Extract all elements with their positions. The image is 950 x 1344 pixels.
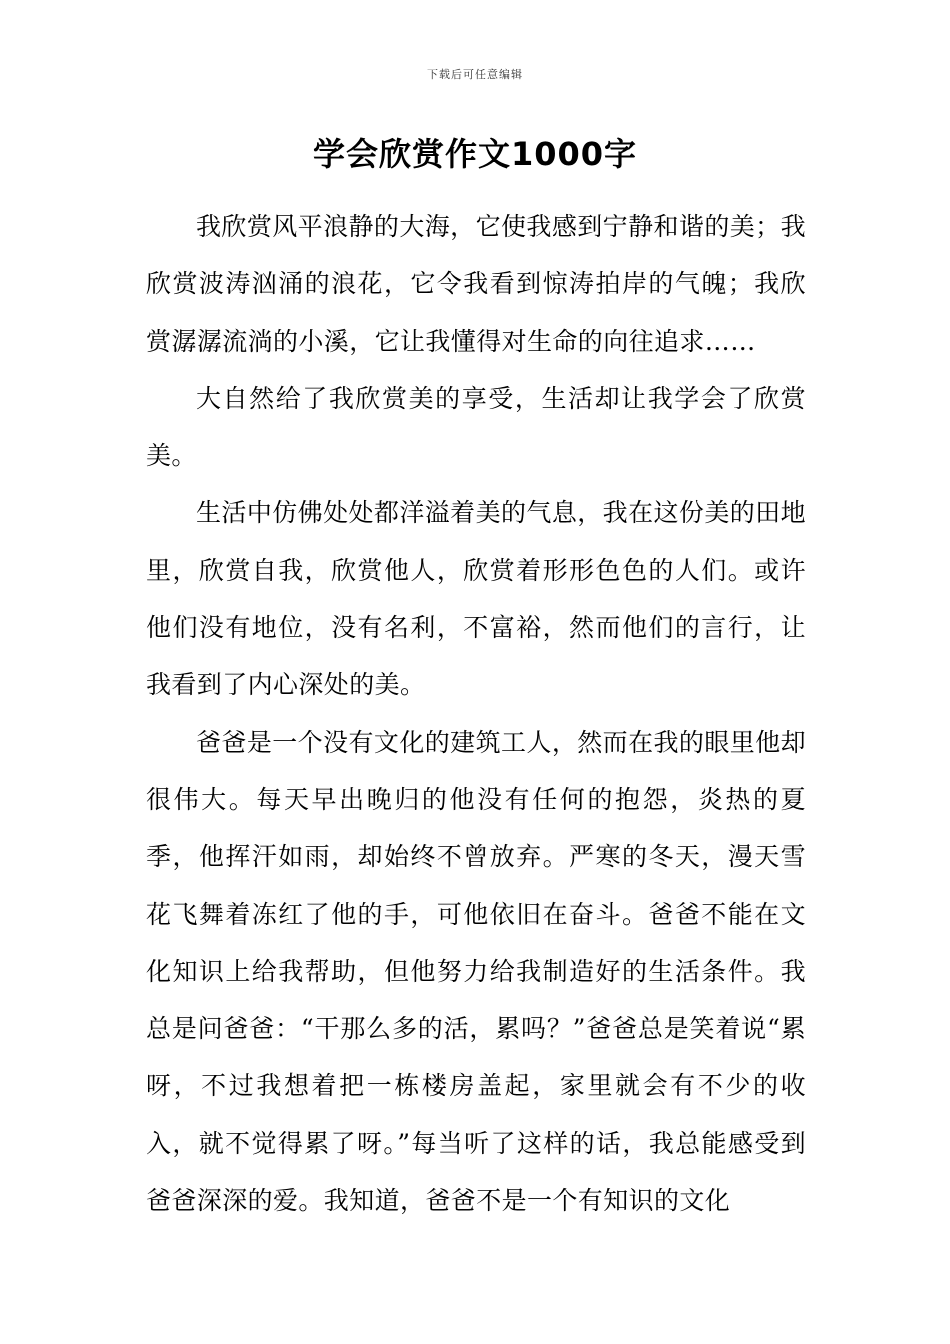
paragraph-4: 爸爸是一个没有文化的建筑工人，然而在我的眼里他却很伟大。每天早出晚归的他没有任何的抱怨，炎热的夏季，他挥汗如雨，却始终不曾放弃。严寒的冬天，漫天雪花飞舞着冻红了他的手，可他依旧在奋斗。爸爸不能在文化知识上给我帮助，但他努力给我制造好的生活条件。我总是问爸爸：“干那么多的活，累吗？”爸爸总是笑着说“累呀，不过我想着把一栋楼房盖起，家里就会有不少的收入，就不觉得累了呀。”每当听了这样的话，我总能感受到爸爸深深的爱。我知道，爸爸不是一个有知识的文化: [146, 727, 806, 1216]
header-note: 下载后可任意编辑: [427, 68, 523, 81]
paragraph-3: 生活中仿佛处处都洋溢着美的气息，我在这份美的田地里，欣赏自我，欣赏他人，欣赏着形形色色的人们。或许他们没有地位，没有名利，不富裕，然而他们的言行，让我看到了内心深处的美。: [146, 498, 806, 700]
document-title: 学会欣赏作文1000字: [312, 135, 638, 173]
paragraph-2: 大自然给了我欣赏美的享受，生活却让我学会了欣赏美。: [146, 383, 806, 471]
paragraph-1: 我欣赏风平浪静的大海，它使我感到宁静和谐的美；我欣赏波涛汹涌的浪花，它令我看到惊涛拍岸的气魄；我欣赏潺潺流淌的小溪，它让我懂得对生命的向往追求……: [146, 212, 806, 356]
document-body: [146, 198, 806, 1229]
